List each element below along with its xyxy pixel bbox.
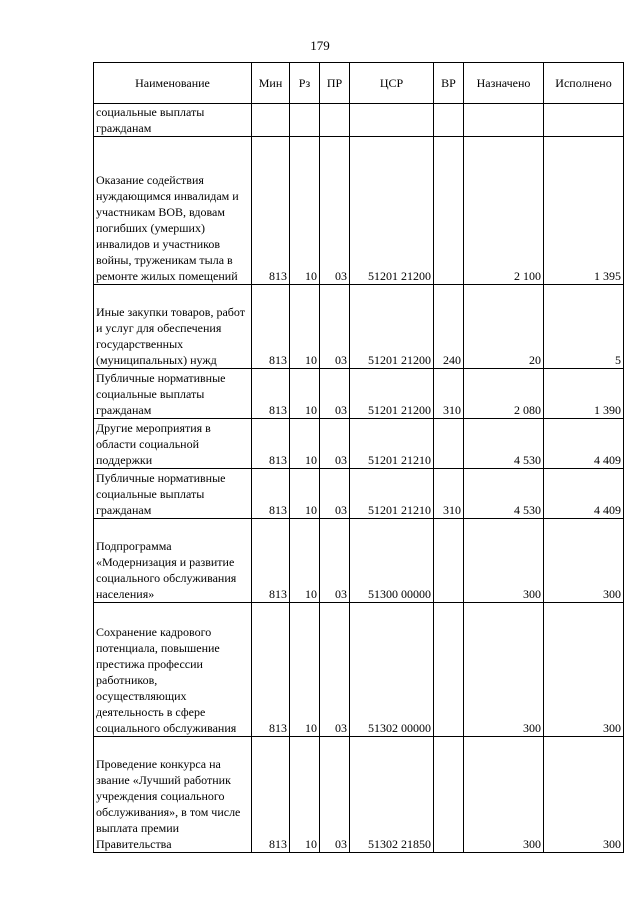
row-min: 813 xyxy=(252,419,290,469)
row-name: социальные выплаты гражданам xyxy=(94,104,252,137)
row-name: Подпрограмма «Модернизация и развитие социального обслуживания населения» xyxy=(94,519,252,603)
row-vr: 310 xyxy=(434,469,464,519)
row-pr: 03 xyxy=(320,469,350,519)
row-min: 813 xyxy=(252,137,290,285)
row-vr xyxy=(434,603,464,737)
row-csr: 51302 21850 xyxy=(350,737,434,853)
row-name: Сохранение кадрового потенциала, повышение престижа профессии работников, осуществляющих деятельность в сфере социального обслуживания xyxy=(94,603,252,737)
table-row xyxy=(94,419,624,469)
row-assigned: 2 080 xyxy=(464,369,544,419)
row-pr: 03 xyxy=(320,419,350,469)
row-executed: 300 xyxy=(544,603,624,737)
row-pr: 03 xyxy=(320,137,350,285)
row-csr: 51302 00000 xyxy=(350,603,434,737)
row-assigned: 300 xyxy=(464,603,544,737)
row-rz: 10 xyxy=(290,369,320,419)
row-assigned: 300 xyxy=(464,519,544,603)
row-vr xyxy=(434,737,464,853)
row-min: 813 xyxy=(252,603,290,737)
header-assigned: Назначено xyxy=(464,63,544,104)
row-min xyxy=(252,104,290,137)
row-rz: 10 xyxy=(290,137,320,285)
header-pr: ПР xyxy=(320,63,350,104)
row-pr: 03 xyxy=(320,519,350,603)
row-min: 813 xyxy=(252,737,290,853)
row-assigned: 4 530 xyxy=(464,469,544,519)
row-vr xyxy=(434,519,464,603)
row-name: Оказание содействия нуждающимся инвалидам и участникам ВОВ, вдовам погибших (умерших) инвалидов и участников войны, труженикам тыла в ремонте жилых помещений xyxy=(94,137,252,285)
table-row xyxy=(94,737,624,853)
header-csr: ЦСР xyxy=(350,63,434,104)
row-csr: 51300 00000 xyxy=(350,519,434,603)
row-name: Публичные нормативные социальные выплаты гражданам xyxy=(94,469,252,519)
row-name: Публичные нормативные социальные выплаты гражданам xyxy=(94,369,252,419)
row-assigned: 2 100 xyxy=(464,137,544,285)
row-rz: 10 xyxy=(290,737,320,853)
row-rz: 10 xyxy=(290,419,320,469)
row-executed: 300 xyxy=(544,737,624,853)
row-name: Другие мероприятия в области социальной поддержки xyxy=(94,419,252,469)
row-csr: 51201 21200 xyxy=(350,369,434,419)
row-name: Иные закупки товаров, работ и услуг для обеспечения государственных (муниципальных) нужд xyxy=(94,285,252,369)
table-row xyxy=(94,104,624,137)
row-rz: 10 xyxy=(290,469,320,519)
row-executed: 4 409 xyxy=(544,419,624,469)
header-min: Мин xyxy=(252,63,290,104)
table-row xyxy=(94,469,624,519)
header-name: Наименование xyxy=(94,63,252,104)
table-row xyxy=(94,285,624,369)
row-min: 813 xyxy=(252,285,290,369)
row-rz: 10 xyxy=(290,285,320,369)
row-vr xyxy=(434,137,464,285)
row-executed: 4 409 xyxy=(544,469,624,519)
row-rz: 10 xyxy=(290,603,320,737)
row-name: Проведение конкурса на звание «Лучший работник учреждения социального обслуживания», в том числе выплата премии Правительства xyxy=(94,737,252,853)
table-row xyxy=(94,137,624,285)
row-executed: 1 390 xyxy=(544,369,624,419)
row-pr: 03 xyxy=(320,737,350,853)
table-row xyxy=(94,519,624,603)
row-min: 813 xyxy=(252,369,290,419)
row-executed: 1 395 xyxy=(544,137,624,285)
row-csr: 51201 21200 xyxy=(350,137,434,285)
row-executed: 300 xyxy=(544,519,624,603)
header-executed: Исполнено xyxy=(544,63,624,104)
header-vr: ВР xyxy=(434,63,464,104)
row-vr: 240 xyxy=(434,285,464,369)
row-csr: 51201 21210 xyxy=(350,419,434,469)
row-vr xyxy=(434,104,464,137)
row-pr xyxy=(320,104,350,137)
row-rz: 10 xyxy=(290,519,320,603)
row-assigned: 20 xyxy=(464,285,544,369)
row-pr: 03 xyxy=(320,603,350,737)
row-min: 813 xyxy=(252,519,290,603)
table-row xyxy=(94,369,624,419)
row-executed xyxy=(544,104,624,137)
row-vr xyxy=(434,419,464,469)
row-rz xyxy=(290,104,320,137)
table-row xyxy=(94,603,624,737)
row-csr: 51201 21210 xyxy=(350,469,434,519)
header-rz: Рз xyxy=(290,63,320,104)
row-assigned xyxy=(464,104,544,137)
row-vr: 310 xyxy=(434,369,464,419)
row-min: 813 xyxy=(252,469,290,519)
row-csr xyxy=(350,104,434,137)
row-executed: 5 xyxy=(544,285,624,369)
header-row xyxy=(94,63,624,104)
row-pr: 03 xyxy=(320,369,350,419)
row-csr: 51201 21200 xyxy=(350,285,434,369)
budget-table xyxy=(93,62,624,853)
page-number: 179 xyxy=(310,38,330,53)
row-assigned: 4 530 xyxy=(464,419,544,469)
row-pr: 03 xyxy=(320,285,350,369)
row-assigned: 300 xyxy=(464,737,544,853)
